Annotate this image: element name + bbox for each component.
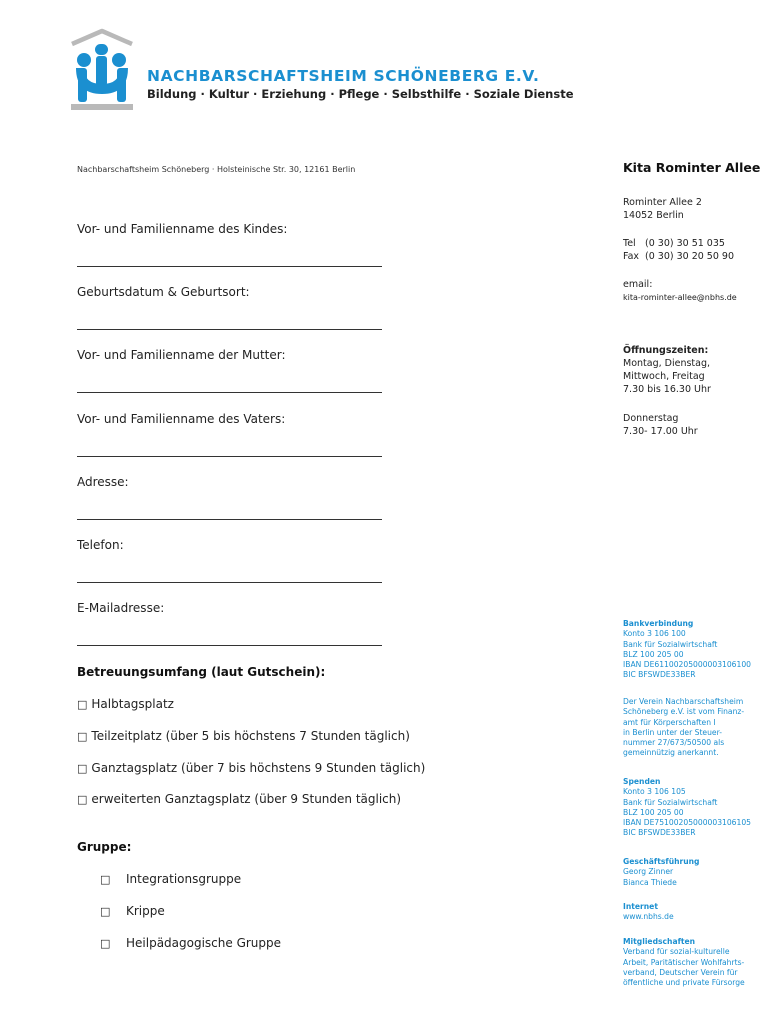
field-label-address: Adresse: <box>77 475 129 489</box>
group-heading: Gruppe: <box>77 840 132 854</box>
kita-title: Kita Rominter Allee <box>623 160 761 175</box>
care-scope-heading: Betreuungsumfang (laut Gutschein): <box>77 665 326 679</box>
field-line-mother-name[interactable] <box>77 392 382 393</box>
field-line-address[interactable] <box>77 519 382 520</box>
checkbox-icon[interactable]: □ <box>100 905 111 918</box>
organization-tagline: Bildung · Kultur · Erziehung · Pflege · Selbsthilfe · Soziale Dienste <box>147 87 574 101</box>
management-info: Geschäftsführung Georg Zinner Bianca Thiede <box>623 857 700 887</box>
organization-name: NACHBARSCHAFTSHEIM SCHÖNEBERG E.V. <box>147 67 540 85</box>
checkbox-icon[interactable]: □ <box>77 698 88 711</box>
field-label-father-name: Vor- und Familienname des Vaters: <box>77 412 286 426</box>
bank-details: Bankverbindung Konto 3 106 100 Bank für Sozialwirtschaft BLZ 100 205 00 IBAN DE61100205000003106100 BIC BFSWDE33BER <box>623 619 752 680</box>
opening-hours: Öffnungszeiten: Montag, Dienstag, Mittwoch, Freitag 7.30 bis 16.30 Uhr <box>623 345 711 395</box>
field-label-child-name: Vor- und Familienname des Kindes: <box>77 222 288 236</box>
donation-details: Spenden Konto 3 106 105 Bank für Sozialwirtschaft BLZ 100 205 00 IBAN DE75100205000003106105 BIC BFSWDE33BER <box>623 777 752 838</box>
checkbox-icon[interactable]: □ <box>77 793 88 806</box>
field-label-email: E-Mailadresse: <box>77 601 165 615</box>
field-line-birth[interactable] <box>77 329 382 330</box>
field-line-child-name[interactable] <box>77 266 382 267</box>
organization-logo <box>68 28 136 114</box>
kita-phone-fax: Tel (0 30) 30 51 035 Fax (0 30) 30 20 50 90 <box>623 238 734 262</box>
care-option-halftime[interactable]: □ Halbtagsplatz <box>77 697 174 711</box>
field-label-birth: Geburtsdatum & Geburtsort: <box>77 285 250 299</box>
care-option-extended[interactable]: □ erweiterten Ganztagsplatz (über 9 Stunden täglich) <box>77 792 402 806</box>
kita-address: Rominter Allee 2 14052 Berlin <box>623 197 702 221</box>
checkbox-icon[interactable]: □ <box>100 873 111 886</box>
opening-hours-thursday: Donnerstag 7.30- 17.00 Uhr <box>623 413 698 437</box>
field-line-phone[interactable] <box>77 582 382 583</box>
checkbox-icon[interactable]: □ <box>77 762 88 775</box>
group-option-krippe[interactable]: □ Krippe <box>100 904 165 918</box>
kita-email: email: kita-rominter-allee@nbhs.de <box>623 279 737 302</box>
group-option-integration[interactable]: □ Integrationsgruppe <box>100 872 242 886</box>
group-option-heilpaedagogisch[interactable]: □ Heilpädagogische Gruppe <box>100 936 282 950</box>
verein-info: Der Verein Nachbarschaftsheim Schöneberg e.V. ist vom Finanz- amt für Körperschaften I in Berlin unter der Steuer- nummer 27/673/50500 als gemeinnützig anerkannt. <box>623 697 745 758</box>
internet-info: Internet www.nbhs.de <box>623 902 674 922</box>
memberships-info: Mitgliedschaften Verband für sozial-kulturelle Arbeit, Paritätischer Wohlfahrts- verband, Deutscher Verein für öffentliche und private Fürsorge <box>623 937 745 988</box>
website-link[interactable]: www.nbhs.de <box>623 912 674 922</box>
care-option-parttime[interactable]: □ Teilzeitplatz (über 5 bis höchstens 7 Stunden täglich) <box>77 729 410 743</box>
checkbox-icon[interactable]: □ <box>77 730 88 743</box>
field-line-father-name[interactable] <box>77 456 382 457</box>
field-label-phone: Telefon: <box>77 538 124 552</box>
care-option-fulltime[interactable]: □ Ganztagsplatz (über 7 bis höchstens 9 Stunden täglich) <box>77 761 426 775</box>
checkbox-icon[interactable]: □ <box>100 937 111 950</box>
sender-address-line: Nachbarschaftsheim Schöneberg · Holsteinische Str. 30, 12161 Berlin <box>77 165 356 174</box>
field-label-mother-name: Vor- und Familienname der Mutter: <box>77 348 286 362</box>
field-line-email[interactable] <box>77 645 382 646</box>
email-link[interactable]: kita-rominter-allee@nbhs.de <box>623 293 737 302</box>
